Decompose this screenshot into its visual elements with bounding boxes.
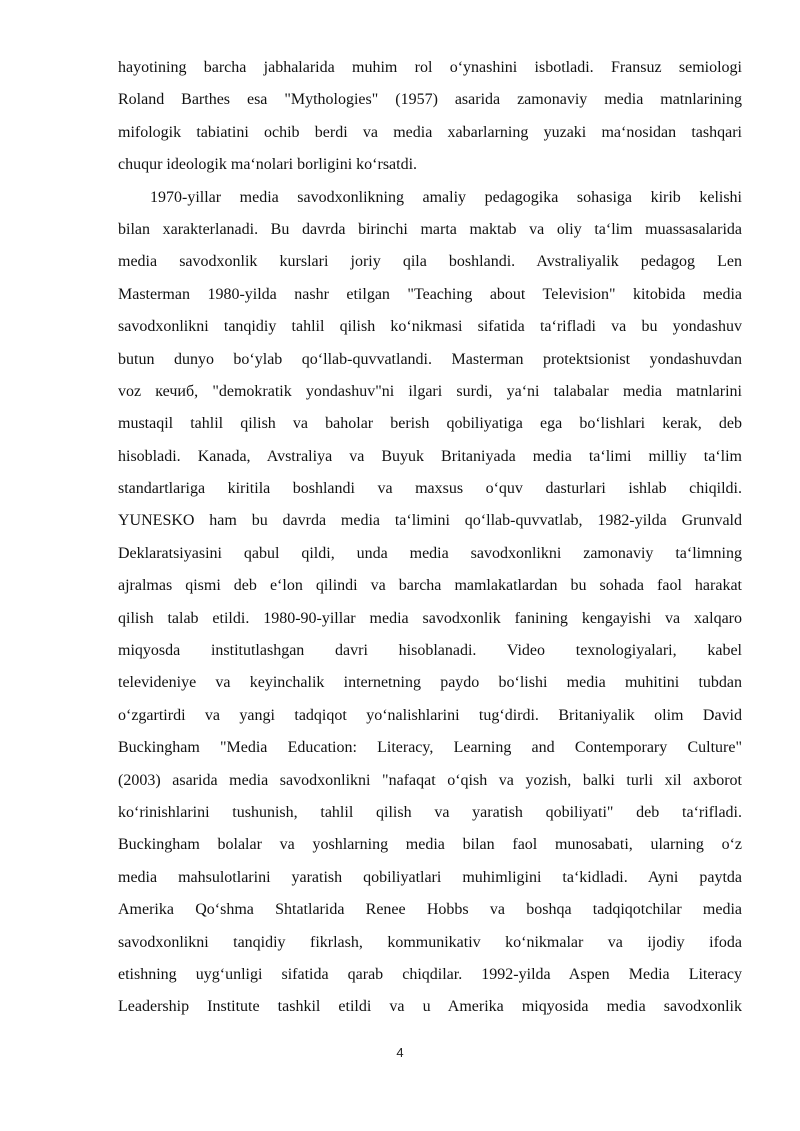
text-line: hayotining barcha jabhalarida muhim rol o‘ynashini isbotladi. Fransuz semiologi bbox=[118, 59, 742, 76]
text-line: Amerika Qo‘shma Shtatlarida Renee Hobbs va boshqa tadqiqotchilar media bbox=[118, 901, 742, 919]
page-number: 4 bbox=[396, 1045, 404, 1060]
text-line: televideniye va keyinchalik internetning paydo bo‘lishi media muhitini tubdan bbox=[118, 674, 742, 692]
paragraph-1 bbox=[118, 52, 742, 182]
text-line: Roland Barthes esa "Mythologies" (1957) asarida zamonaviy media matnlarining bbox=[118, 91, 742, 109]
text-line: mustaqil tahlil qilish va baholar berish qobiliyatiga ega bo‘lishlari kerak, deb bbox=[118, 415, 742, 433]
text-line: Buckingham "Media Education: Literacy, Learning and Contemporary Culture" bbox=[118, 739, 742, 757]
paragraph-2 bbox=[118, 182, 742, 1024]
text-line: chuqur ideologik ma‘nolari borligini ko‘rsatdi. bbox=[118, 156, 418, 174]
text-line: ajralmas qismi deb e‘lon qilindi va barcha mamlakatlardan bu sohada faol harakat bbox=[118, 577, 742, 595]
text-line: miqyosda institutlashgan davri hisoblanadi. Video texnologiyalari, kabel bbox=[118, 642, 742, 660]
text-line: o‘zgartirdi va yangi tadqiqot yo‘nalishlarini tug‘dirdi. Britaniyalik olim David bbox=[118, 706, 742, 724]
text-line: butun dunyo bo‘ylab qo‘llab-quvvatlandi. Masterman protektsionist yondashuvdan bbox=[118, 350, 742, 368]
text-line: voz кечиб, "demokratik yondashuv"ni ilgari surdi, ya‘ni talabalar media matnlarini bbox=[118, 382, 742, 400]
text-line: mifologik tabiatini ochib berdi va media xabarlarning yuzaki ma‘nosidan tashqari bbox=[118, 123, 742, 141]
text-line: standartlariga kiritila boshlandi va maxsus o‘quv dasturlari ishlab chiqildi. bbox=[118, 480, 742, 498]
text-line: hisobladi. Kanada, Avstraliya va Buyuk Britaniyada media ta‘limi milliy ta‘lim bbox=[118, 447, 742, 465]
text-line: Masterman 1980-yilda nashr etilgan "Teaching about Television" kitobida media bbox=[118, 285, 742, 303]
text-line: qilish talab etildi. 1980-90-yillar media savodxonlik fanining kengayishi va xalqaro bbox=[118, 609, 742, 627]
text-line: media savodxonlik kurslari joriy qila boshlandi. Avstraliyalik pedagog Len bbox=[118, 253, 742, 271]
text-line: bilan xarakterlanadi. Bu davrda birinchi marta maktab va oliy ta‘lim muassasalarida bbox=[118, 220, 742, 238]
text-line: 1970-yillar media savodxonlikning amaliy pedagogika sohasiga kirib kelishi bbox=[150, 188, 742, 206]
text-line: savodxonlikni tanqidiy tahlil qilish ko‘nikmasi sifatida ta‘rifladi va bu yondashuv bbox=[118, 318, 742, 336]
text-line: ko‘rinishlarini tushunish, tahlil qilish va yaratish qobiliyati" deb ta‘rifladi. bbox=[118, 803, 742, 821]
text-line: Leadership Institute tashkil etildi va u Amerika miqyosida media savodxonlik bbox=[118, 998, 742, 1016]
text-line: (2003) asarida media savodxonlikni "nafaqat o‘qish va yozish, balki turli xil axborot bbox=[118, 771, 742, 789]
text-line: Deklaratsiyasini qabul qildi, unda media savodxonlikni zamonaviy ta‘limning bbox=[118, 544, 742, 562]
text-line: etishning uyg‘unligi sifatida qarab chiqdilar. 1992-yilda Aspen Media Literacy bbox=[118, 965, 742, 983]
text-line: media mahsulotlarini yaratish qobiliyatlari muhimligini ta‘kidladi. Ayni paytda bbox=[118, 868, 742, 886]
text-line: savodxonlikni tanqidiy fikrlash, kommunikativ ko‘nikmalar va ijodiy ifoda bbox=[118, 933, 742, 951]
text-line: Buckingham bolalar va yoshlarning media bilan faol munosabati, ularning o‘z bbox=[118, 836, 742, 854]
text-line: YUNESKO ham bu davrda media ta‘limini qo‘llab-quvvatlab, 1982-yilda Grunvald bbox=[118, 512, 742, 530]
document-page bbox=[118, 52, 742, 1024]
